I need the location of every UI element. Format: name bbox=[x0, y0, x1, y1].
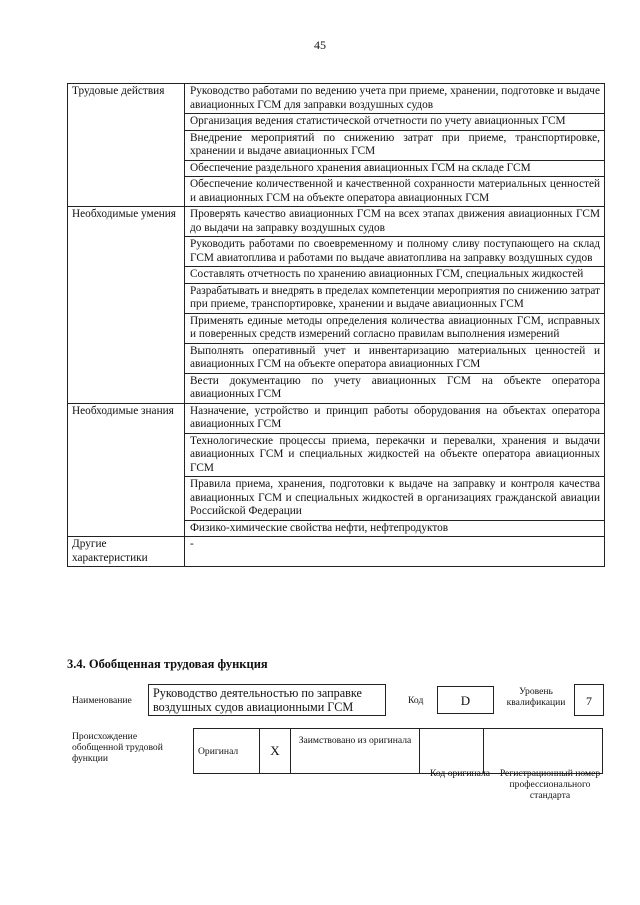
code-label: Код bbox=[408, 695, 424, 706]
table-cell: Правила приема, хранения, подготовки к выдаче на заправку и контроля качества авиационных ГСМ и специальных жидкостей в организациях гражданской авиации Российской Федерации bbox=[185, 477, 605, 521]
row-label: Трудовые действия bbox=[68, 84, 185, 207]
level-value: 7 bbox=[574, 684, 604, 716]
table-cell: Применять единые методы определения количества авиационных ГСМ, исправных и поверенных средств измерений согласно правилам выполнения измерений bbox=[185, 313, 605, 343]
table-row bbox=[68, 537, 605, 567]
row-label: Необходимые знания bbox=[68, 403, 185, 537]
original-mark: X bbox=[260, 729, 291, 774]
table-cell: Разрабатывать и внедрять в пределах компетенции мероприятия по снижению затрат при приеме, транспортировке, хранении и выдаче авиационных ГСМ bbox=[185, 283, 605, 313]
section-title: 3.4. Обобщенная трудовая функция bbox=[67, 657, 268, 671]
table-cell: Назначение, устройство и принцип работы оборудования на объектах оператора авиационных ГСМ bbox=[185, 403, 605, 433]
original-label: Оригинал bbox=[194, 729, 260, 774]
row-label: Необходимые умения bbox=[68, 207, 185, 404]
table-cell: Внедрение мероприятий по снижению затрат при приеме, транспортировке, хранении и выдаче авиационных ГСМ bbox=[185, 130, 605, 160]
table-cell: Составлять отчетность по хранению авиационных ГСМ, специальных жидкостей bbox=[185, 267, 605, 284]
borrowed-label: Заимствовано из оригинала bbox=[291, 729, 420, 774]
table-cell: Технологические процессы приема, перекачки и перевалки, хранения и выдачи авиационных ГСМ и специальных жидкостей на объекте оператора авиационных ГСМ bbox=[185, 433, 605, 477]
table-cell: Руководство работами по ведению учета при приеме, хранении, подготовке и выдаче авиационных ГСМ для заправки воздушных судов bbox=[185, 84, 605, 114]
reg-number-caption: Регистрационный номер профессионального стандарта bbox=[499, 768, 601, 801]
table-cell: Обеспечение раздельного хранения авиационных ГСМ на складе ГСМ bbox=[185, 160, 605, 177]
table-cell: Проверять качество авиационных ГСМ на всех этапах движения авиационных ГСМ до выдачи на заправку воздушных судов bbox=[185, 207, 605, 237]
reg-number-cell bbox=[484, 729, 603, 774]
row-label: Другие характеристики bbox=[68, 537, 185, 567]
name-label: Наименование bbox=[72, 695, 132, 706]
table-cell: - bbox=[185, 537, 605, 567]
code-value: D bbox=[437, 686, 494, 714]
level-label: Уровень квалификации bbox=[506, 686, 566, 708]
code-original-caption: Код оригинала bbox=[429, 768, 491, 779]
table-row bbox=[68, 84, 605, 114]
table-cell: Руководить работами по своевременному и полному сливу поступающего на склад ГСМ авиатоплива и работами по выдаче авиатоплива на заправку воздушных судов bbox=[185, 237, 605, 267]
code-original-cell bbox=[420, 729, 484, 774]
table-cell: Организация ведения статистической отчетности по учету авиационных ГСМ bbox=[185, 114, 605, 131]
origin-label: Происхождение обобщенной трудовой функции bbox=[72, 731, 163, 764]
page-number: 45 bbox=[314, 38, 326, 52]
table-cell: Физико-химические свойства нефти, нефтепродуктов bbox=[185, 520, 605, 537]
table-row bbox=[68, 403, 605, 433]
table-row bbox=[68, 207, 605, 237]
table-cell: Обеспечение количественной и качественной сохранности материальных ценностей и авиационных ГСМ на объекте оператора авиационных ГСМ bbox=[185, 177, 605, 207]
function-name-value: Руководство деятельностью по заправке воздушных судов авиационными ГСМ bbox=[148, 684, 386, 716]
table-cell: Вести документацию по учету авиационных ГСМ на объекте оператора авиационных ГСМ bbox=[185, 373, 605, 403]
table-cell: Выполнять оперативный учет и инвентаризацию материальных ценностей и авиационных ГСМ на объекте оператора авиационных ГСМ bbox=[185, 343, 605, 373]
labor-function-table bbox=[67, 83, 605, 567]
